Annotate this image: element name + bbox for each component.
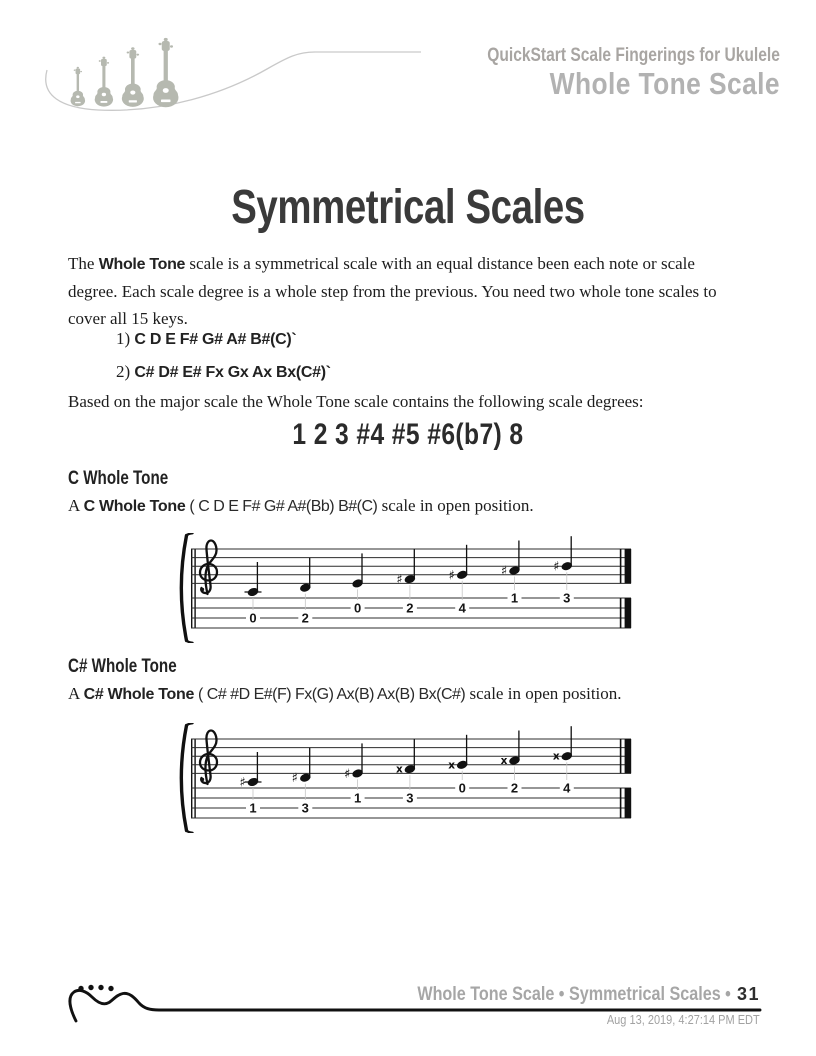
final-barline-thick [625,739,632,773]
system-brace-hook [187,831,193,833]
double-sharp-accidental: x [500,755,508,767]
footer-dot [88,985,93,990]
tab-fret-number: 4 [458,600,466,616]
desc-notes: ( C# #D E#(F) Fx(G) Ax(B) Ax(B) Bx(C#) [194,686,466,703]
intro-paragraph [68,250,736,332]
left-barline [194,739,195,818]
section-desc-c-whole-tone [68,496,534,516]
final-barline-thin [620,598,622,628]
left-barline [194,549,195,628]
main-title-text: Symmetrical Scales [231,181,585,234]
section-heading-text: C# Whole Tone [68,656,177,677]
footer-line [362,984,760,1006]
list-number: 1) [116,329,135,348]
tab-fret-number: 0 [458,780,466,796]
degrees-intro: Based on the major scale the Whole Tone scale contains the following scale degrees: [68,392,644,411]
tab-fret-number: 3 [301,800,309,816]
scale-notes: C# D# E# Fx Gx Ax Bx(C#)` [134,364,331,381]
sharp-accidental: ♯ [291,771,298,787]
desc-notes: ( C D E F# G# A#(Bb) B#(C) [185,498,378,515]
tab-fret-number: 0 [249,610,257,626]
final-barline-thin [620,788,622,818]
desc-pre: A [68,496,84,515]
desc-post: scale in open position. [377,496,534,515]
footer-title: Whole Tone Scale • Symmetrical Scales • [417,984,731,1005]
double-sharp-accidental: x [448,759,456,772]
series-title: QuickStart Scale Fingerings for Ukulele [487,45,780,66]
intro-post: scale is a symmetrical scale with an equal distance been each note or scale degree. Each scale degree is a whole step from the previous. You need two whole tone scales to cover all 15 keys. [68,254,717,328]
scale-list-item [116,362,331,382]
sharp-accidental: ♯ [239,775,246,791]
tab-fret-number: 2 [406,600,414,616]
sharp-accidental: ♯ [343,766,351,782]
final-barline-thick [625,549,632,583]
tab-fret-number: 3 [406,790,414,806]
music-system-c-sharp-whole-tone [178,723,638,833]
system-brace [181,536,186,641]
tab-fret-number: 3 [563,590,571,606]
tab-fret-number: 1 [353,790,362,806]
page-subtitle: Whole Tone Scale [549,66,780,101]
tab-fret-number: 0 [353,600,362,616]
final-barline-thin [620,549,622,583]
section-heading-c-whole-tone [68,464,193,491]
main-title [0,181,816,234]
sharp-accidental: ♯ [396,572,403,588]
intro-pre: The [68,254,99,273]
tab-fret-number: 2 [510,780,519,796]
desc-bold: C# Whole Tone [83,686,195,703]
final-barline-thick [625,598,632,628]
scale-notes: C D E F# G# A# B#(C)` [134,331,297,348]
scale-degrees-line [0,418,816,452]
sharp-accidental: ♯ [500,564,508,579]
footer-timestamp: Aug 13, 2019, 4:27:14 PM EDT [607,1013,760,1027]
tab-fret-number: 1 [510,590,519,606]
double-sharp-accidental: x [396,763,403,776]
scale-list-item [116,329,296,349]
treble-clef-dot [201,778,204,781]
intro-bold-term: Whole Tone [98,256,186,273]
system-brace [181,726,186,831]
system-brace-hook [187,641,193,643]
sharp-accidental: ♯ [448,568,455,584]
left-barline [191,549,192,628]
tab-fret-number: 2 [301,610,309,626]
final-barline-thick [625,788,632,818]
section-heading-c-sharp-whole-tone [68,652,204,679]
desc-pre: A [68,684,84,703]
section-heading-text: C Whole Tone [68,468,169,489]
system-brace-hook [187,533,193,535]
system-brace-hook [187,723,193,725]
footer-dot [108,986,113,991]
footer-dot [98,985,103,990]
list-number: 2) [116,362,135,381]
sharp-accidental: ♯ [553,559,560,575]
music-system-c-whole-tone [178,533,638,643]
treble-clef-dot [201,588,204,591]
tab-fret-number: 4 [563,780,571,796]
desc-bold: C Whole Tone [83,498,186,515]
tab-fret-number: 1 [249,800,257,816]
section-desc-c-sharp-whole-tone [68,684,622,704]
left-barline [191,739,192,818]
double-sharp-accidental: x [552,750,560,763]
page-number: 31 [736,984,760,1004]
desc-post: scale in open position. [465,684,622,703]
final-barline-thin [620,739,622,773]
scale-degrees-text: 1 2 3 #4 #5 #6(b7) 8 [292,418,524,451]
